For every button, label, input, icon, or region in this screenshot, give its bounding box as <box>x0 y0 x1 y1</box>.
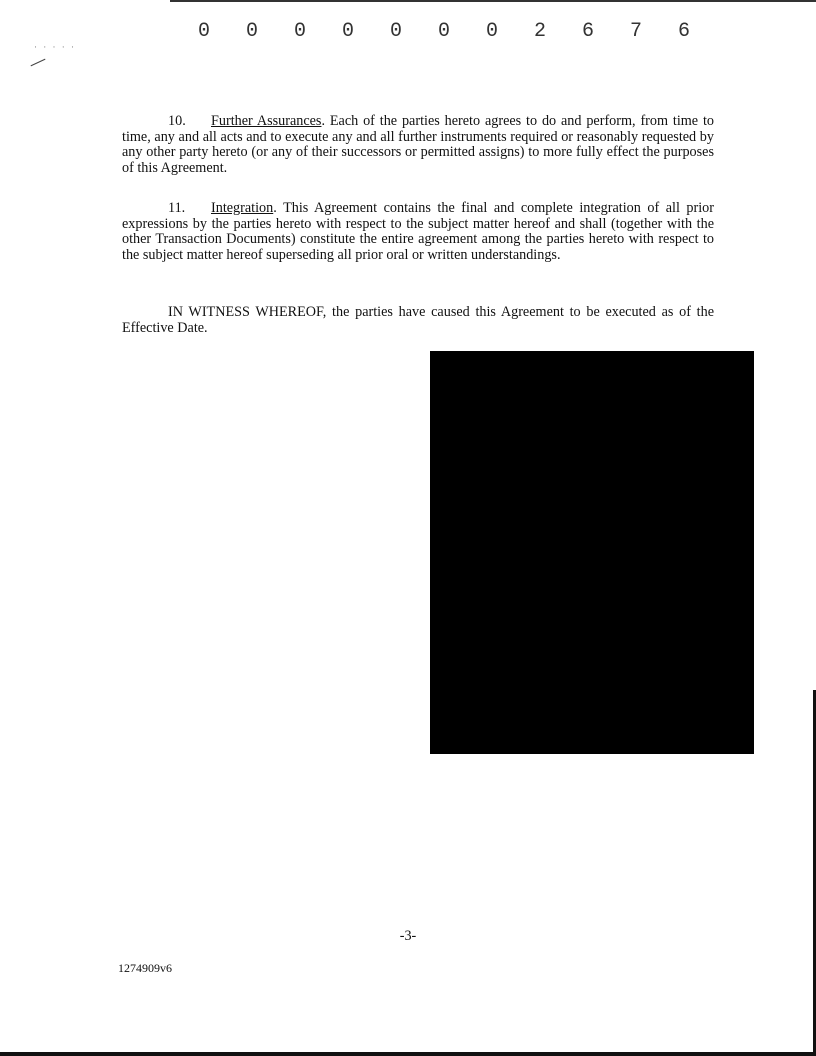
scan-stroke <box>31 59 46 67</box>
redaction-block <box>430 351 754 754</box>
page-number: -3- <box>399 928 417 944</box>
scan-bottom-edge <box>0 1052 816 1056</box>
scan-top-rule <box>170 0 816 2</box>
scan-artifact: · · · · · <box>34 42 76 52</box>
paragraph-integration <box>122 201 714 263</box>
paragraph-further-assurances <box>122 114 714 176</box>
paragraph-heading: Integration <box>211 200 274 216</box>
paragraph-number: 11. <box>168 200 186 216</box>
witness-text: IN WITNESS WHEREOF, the parties have caused this Agreement to be executed as of the Effective Date. <box>122 304 714 336</box>
document-id: 1274909v6 <box>118 961 172 975</box>
paragraph-body: . Each of the parties hereto agrees to do and perform, from time to time, any and all acts and to execute any and all further instruments required or reasonably requested by any other party hereto (or any of their successors or permitted assigns) to more fully effect the purposes of this Agreement. <box>122 113 714 176</box>
paragraph-heading: Further Assurances <box>211 113 322 129</box>
paragraph-text <box>122 114 714 176</box>
paragraph-body: . This Agreement contains the final and complete integration of all prior expressions by the parties hereto with respect to the subject matter hereof and shall (together with the other Transaction Documents) constitute the entire agreement among the parties hereto with respect to the subject matter hereof superseding all prior oral or written understandings. <box>122 200 714 263</box>
paragraph-in-witness <box>122 305 714 336</box>
paragraph-number: 10. <box>168 113 186 129</box>
bates-number: 0 0 0 0 0 0 0 2 6 7 6 <box>198 20 703 43</box>
paragraph-text <box>122 201 714 263</box>
